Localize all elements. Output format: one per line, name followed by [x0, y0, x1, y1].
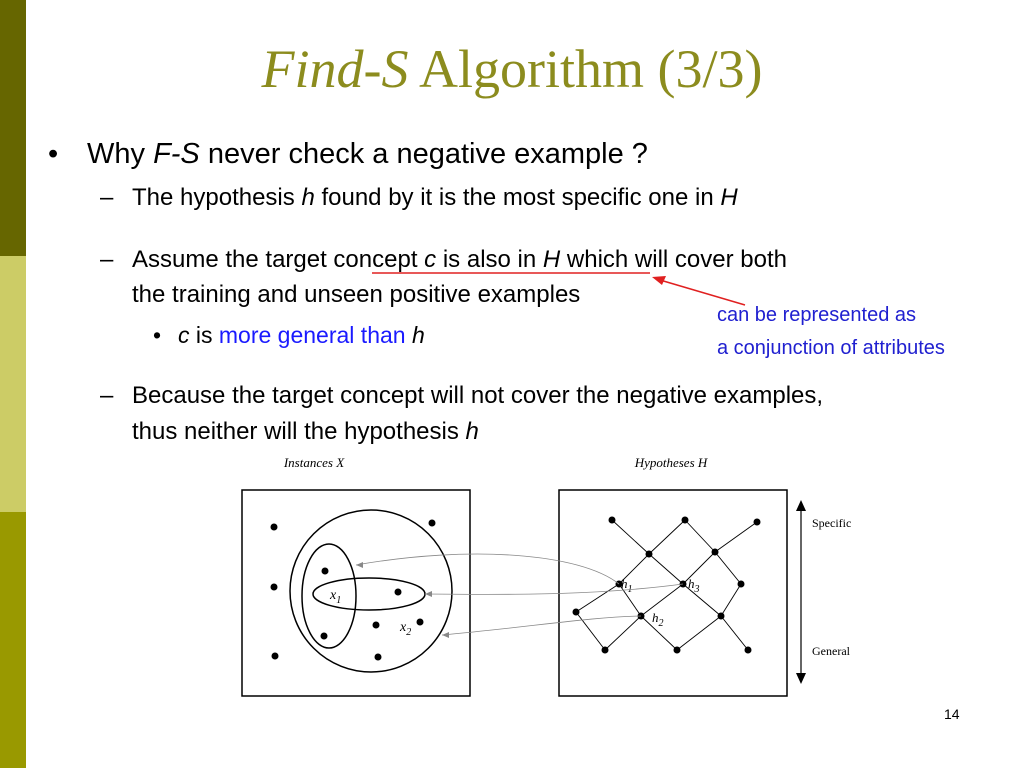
s3-line2-pre: thus neither will the hypothesis — [132, 418, 466, 445]
b1-post: never check a negative example ? — [199, 138, 648, 170]
hypotheses-label: Hypotheses H — [634, 455, 708, 470]
x2-label: $x_2$ — [400, 620, 412, 638]
annotation-arrow-head — [652, 276, 666, 285]
sub-2-line-2: the training and unseen positive examples — [132, 281, 581, 308]
s2-mid: is also in — [436, 246, 543, 273]
hypothesis-lattice — [576, 520, 757, 650]
bullet-1-marker: • — [48, 138, 59, 170]
find-s-figure — [150, 445, 880, 700]
s2-em1: c — [424, 246, 437, 273]
ss1-em1: c — [178, 322, 190, 348]
h3-label: $h_3$ — [688, 576, 700, 595]
h1-label: $h_1$ — [621, 576, 633, 595]
axis-arrow-up — [796, 500, 806, 511]
instance-dot — [417, 619, 424, 626]
axis-arrow-down — [796, 673, 806, 684]
s2-pre: Assume the target concept — [132, 246, 425, 273]
mapping-arrow — [356, 562, 363, 568]
instance-dot — [373, 622, 380, 629]
h2-label: $h_2$ — [652, 610, 664, 629]
s3-line2-em: h — [465, 418, 479, 445]
ss1-blue: more general than — [218, 322, 406, 348]
hypotheses-box — [559, 490, 787, 696]
x1-label: $x_1$ — [330, 588, 342, 606]
instance-dot — [271, 584, 278, 591]
specific-label: Specific — [812, 516, 852, 530]
instance-dot — [271, 524, 278, 531]
s2-post: which will cover both — [560, 246, 787, 273]
general-label: General — [812, 644, 850, 658]
instance-dot — [395, 589, 402, 596]
instance-dot — [321, 633, 328, 640]
instance-dot — [375, 654, 382, 661]
mapping-arrow — [425, 591, 432, 597]
instance-dot — [322, 568, 329, 575]
b1-em: F-S — [153, 138, 200, 170]
sub-3-line-2 — [132, 420, 479, 444]
annotation-line-2: a conjunction of attributes — [717, 337, 945, 359]
sub-3-line-1: Because the target concept will not cover the negative examples, — [132, 382, 824, 409]
sub-1-marker: – — [100, 184, 114, 211]
sub-3-marker: – — [100, 382, 114, 409]
ss1-em2: h — [411, 322, 425, 348]
subsub-1-marker: • — [153, 322, 162, 348]
annotation-arrow-line — [660, 280, 745, 305]
title-italic: Find-S — [261, 39, 409, 99]
s1-mid: found by it is the most specific one in — [314, 184, 721, 211]
ss1-mid: is — [189, 322, 219, 348]
hypothesis-ellipse-h1 — [302, 544, 356, 648]
s1-pre: The hypothesis — [132, 184, 302, 211]
page-number: 14 — [944, 706, 960, 722]
s1-em2: H — [720, 184, 738, 211]
title-rest: Algorithm (3/3) — [408, 39, 763, 99]
sub-2-marker: – — [100, 246, 114, 273]
s1-em1: h — [301, 184, 315, 211]
instance-dot — [272, 653, 279, 660]
s2-em2: H — [542, 246, 561, 273]
instance-dot — [429, 520, 436, 527]
b1-pre: Why — [87, 138, 154, 170]
mapping-arrow — [442, 632, 449, 638]
annotation-line-1: can be represented as — [717, 304, 917, 326]
instances-label: Instances X — [283, 455, 345, 470]
